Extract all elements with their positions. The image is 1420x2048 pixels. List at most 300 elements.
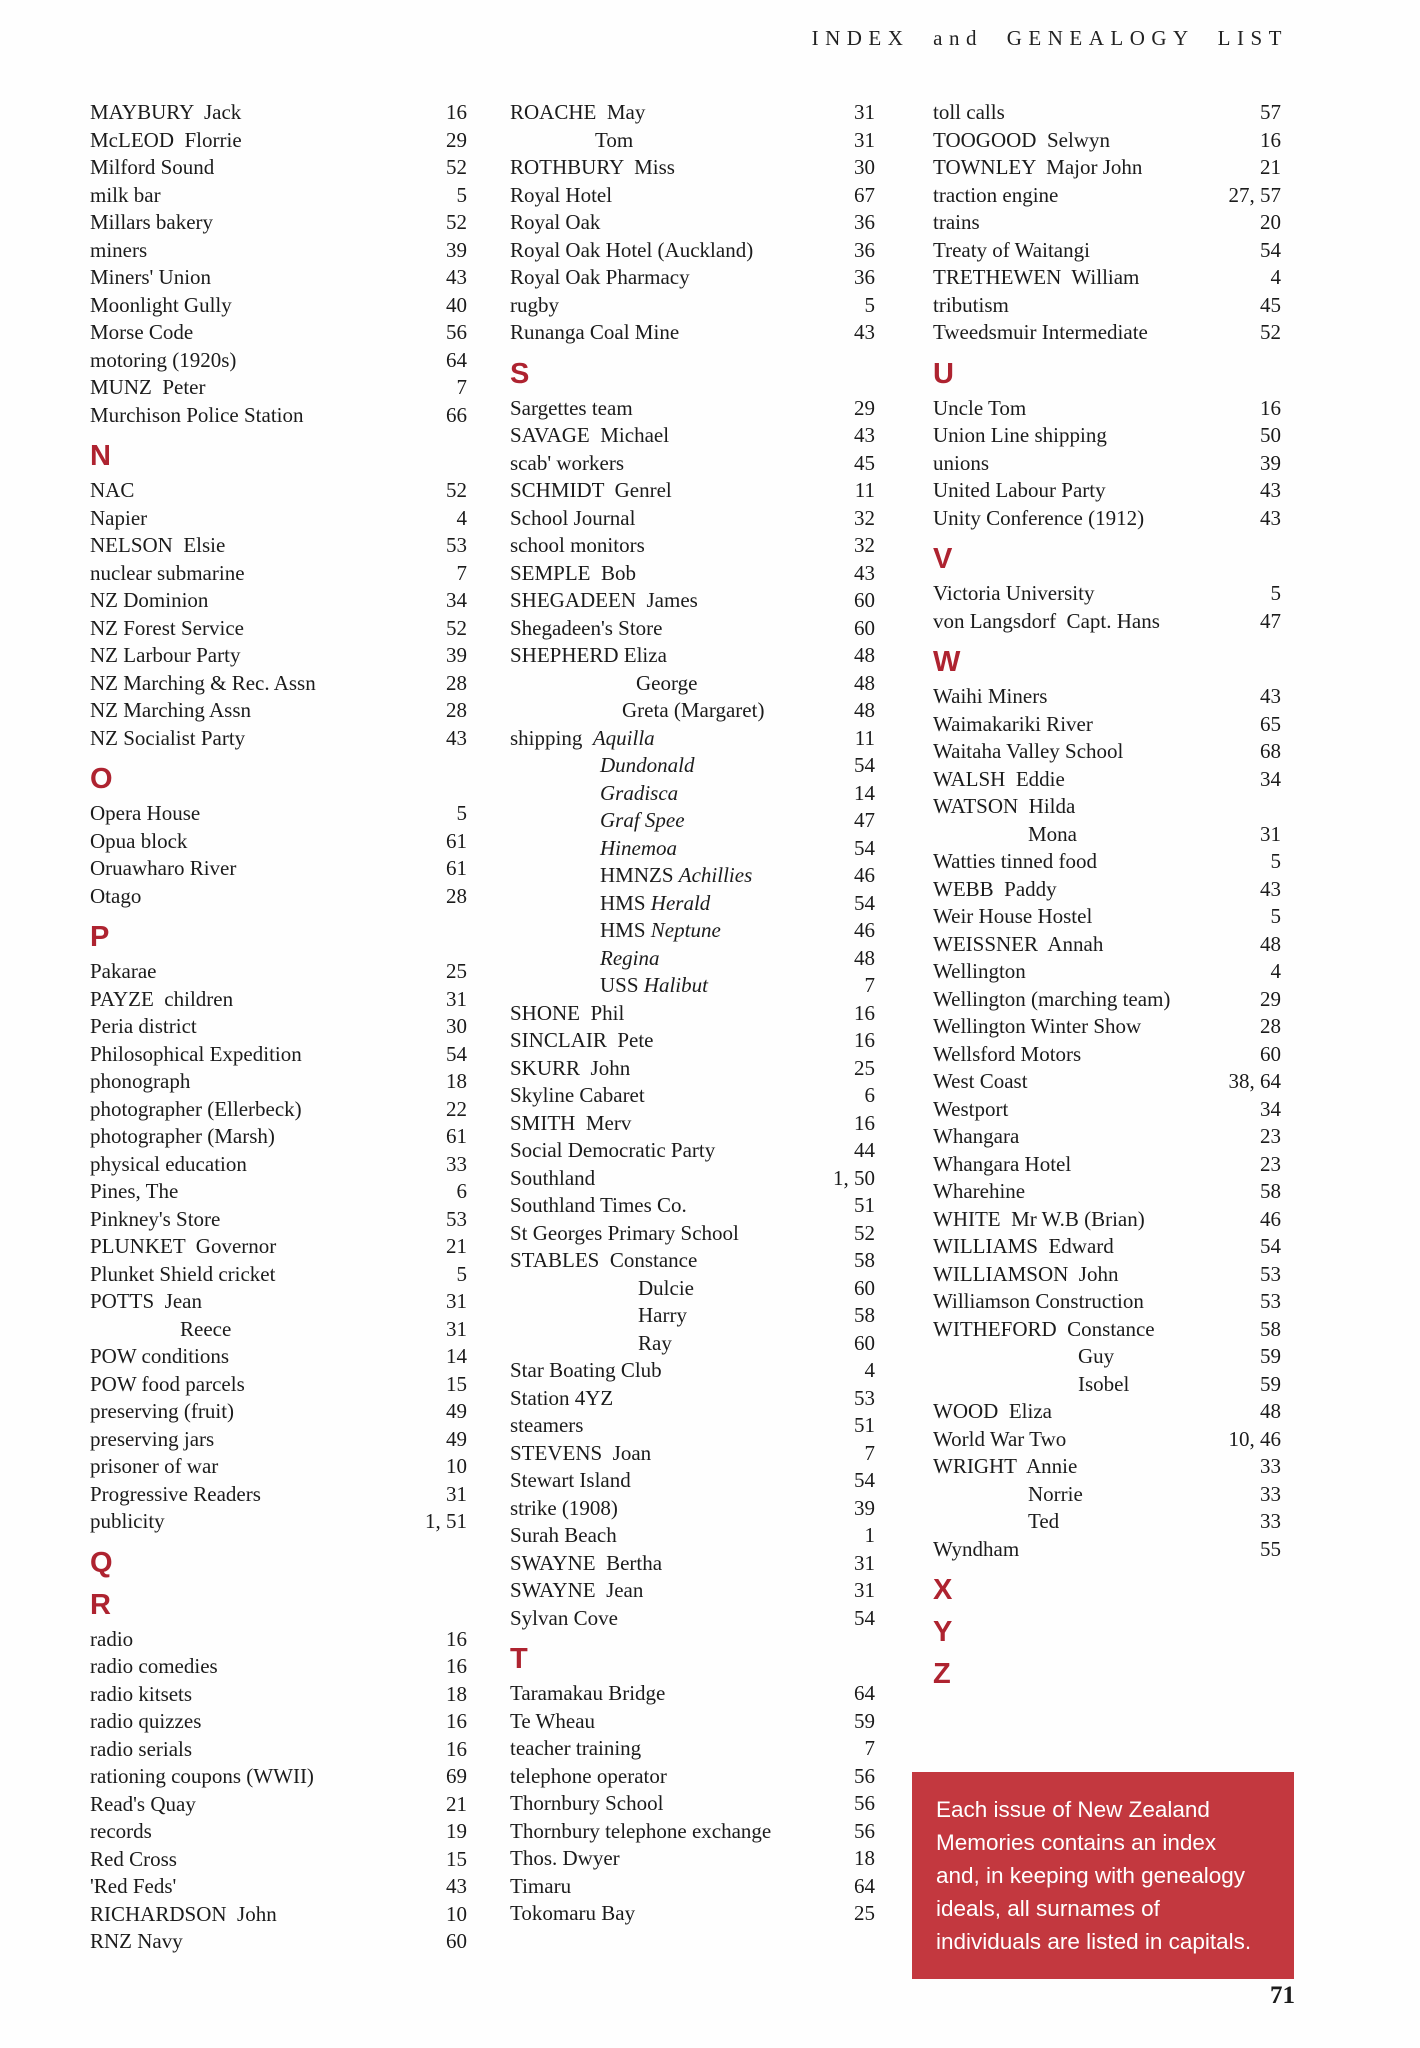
entry-label: Southland Times Co. bbox=[510, 1193, 687, 1217]
index-entry bbox=[90, 1041, 467, 1069]
entry-label: Te Wheau bbox=[510, 1708, 596, 1733]
index-entry bbox=[510, 505, 875, 533]
section-letter: R bbox=[90, 1588, 112, 1621]
entry-pages: 16 bbox=[854, 1028, 875, 1052]
entry-label: Surah Beach bbox=[510, 1523, 617, 1547]
entry-pages: 31 bbox=[446, 1289, 467, 1313]
entry-pages: 16 bbox=[446, 1736, 467, 1761]
entry-pages: 48 bbox=[854, 945, 875, 970]
entry-pages: 1, 50 bbox=[833, 1165, 875, 1190]
entry-pages: 31 bbox=[446, 1481, 467, 1506]
entry-label: NZ Larbour Party bbox=[90, 643, 241, 667]
entry-pages: 49 bbox=[446, 1399, 467, 1423]
entry-label: school monitors bbox=[510, 533, 645, 557]
entry-pages: 60 bbox=[854, 1275, 875, 1300]
entry-pages: 46 bbox=[854, 918, 875, 942]
entry-pages: 56 bbox=[446, 320, 467, 344]
entry-label: ROACHE May bbox=[510, 100, 646, 124]
entry-label: Thornbury telephone exchange bbox=[510, 1818, 772, 1843]
entry-pages: 16 bbox=[854, 1110, 875, 1135]
entry-label: TRETHEWEN William bbox=[933, 265, 1140, 289]
entry-label: Philosophical Expedition bbox=[90, 1041, 302, 1066]
entry-pages: 60 bbox=[446, 1929, 467, 1953]
index-entry bbox=[90, 725, 467, 753]
entry-label: Wharehine bbox=[933, 1179, 1026, 1203]
entry-label: SHEPHERD Eliza bbox=[510, 643, 667, 667]
entry-pages: 61 bbox=[446, 1124, 467, 1148]
section-letter: Q bbox=[90, 1546, 114, 1579]
entry-pages: 54 bbox=[854, 890, 875, 915]
index-entry bbox=[90, 1763, 467, 1791]
index-entry bbox=[510, 422, 875, 450]
entry-label: WHITE Mr W.B (Brian) bbox=[933, 1206, 1145, 1231]
index-entry bbox=[90, 1653, 467, 1681]
entry-label: strike (1908) bbox=[510, 1495, 618, 1520]
index-entry bbox=[90, 374, 467, 402]
index-entry bbox=[933, 1068, 1281, 1096]
entry-label: Thos. Dwyer bbox=[510, 1846, 620, 1870]
index-entry bbox=[510, 99, 875, 127]
index-entry bbox=[933, 154, 1281, 182]
entry-pages: 52 bbox=[1260, 320, 1281, 344]
index-entry bbox=[510, 945, 875, 973]
section-letter: S bbox=[510, 357, 531, 390]
entry-pages: 28 bbox=[446, 698, 467, 722]
index-entry bbox=[90, 1316, 467, 1344]
entry-pages: 7 bbox=[456, 560, 467, 585]
entry-label: prisoner of war bbox=[90, 1454, 219, 1478]
index-entry bbox=[90, 209, 467, 237]
entry-label: radio serials bbox=[90, 1736, 193, 1761]
index-entry bbox=[510, 890, 875, 918]
entry-label: trains bbox=[933, 210, 980, 234]
entry-label: scab' workers bbox=[510, 450, 624, 475]
entry-pages: 33 bbox=[446, 1151, 467, 1176]
index-entry bbox=[510, 292, 875, 320]
entry-label: NAC bbox=[90, 478, 135, 502]
entry-label: POW food parcels bbox=[90, 1371, 245, 1396]
entry-label: STABLES Constance bbox=[510, 1248, 698, 1272]
index-entry bbox=[933, 1316, 1281, 1344]
index-entry bbox=[90, 127, 467, 155]
index-entry bbox=[510, 1055, 875, 1083]
entry-label: Morse Code bbox=[90, 320, 194, 344]
entry-label: NZ Dominion bbox=[90, 588, 209, 612]
entry-pages: 36 bbox=[854, 237, 875, 262]
entry-pages: 56 bbox=[854, 1818, 875, 1843]
entry-label: Guy bbox=[1078, 1344, 1115, 1368]
index-entry bbox=[90, 1343, 467, 1371]
entry-label: SHONE Phil bbox=[510, 1000, 625, 1025]
entry-pages: 21 bbox=[446, 1234, 467, 1258]
index-entry bbox=[90, 1873, 467, 1901]
index-entry bbox=[933, 766, 1281, 794]
index-entry bbox=[510, 862, 875, 890]
index-entry bbox=[90, 1846, 467, 1874]
index-entry bbox=[90, 958, 467, 986]
index-entry bbox=[933, 1343, 1281, 1371]
index-entry bbox=[933, 1041, 1281, 1069]
index-entry bbox=[510, 1220, 875, 1248]
entry-pages: 46 bbox=[854, 863, 875, 887]
index-entry bbox=[510, 1763, 875, 1791]
entry-pages: 14 bbox=[446, 1344, 467, 1368]
entry-pages: 31 bbox=[854, 1550, 875, 1575]
entry-pages: 69 bbox=[446, 1764, 467, 1788]
index-entry bbox=[90, 1928, 467, 1956]
entry-label: rationing coupons (WWII) bbox=[90, 1764, 314, 1788]
entry-label: motoring (1920s) bbox=[90, 347, 237, 372]
index-entry bbox=[933, 209, 1281, 237]
index-entry bbox=[90, 560, 467, 588]
index-entry bbox=[90, 319, 467, 347]
entry-label: radio quizzes bbox=[90, 1709, 202, 1733]
section-letter: N bbox=[90, 440, 112, 472]
entry-pages: 32 bbox=[854, 505, 875, 530]
index-entry bbox=[933, 99, 1281, 127]
entry-label: Tom bbox=[595, 127, 634, 152]
entry-pages: 59 bbox=[1260, 1371, 1281, 1396]
entry-label: Wyndham bbox=[933, 1536, 1020, 1561]
index-entry bbox=[510, 1845, 875, 1873]
entry-pages: 54 bbox=[446, 1041, 467, 1066]
index-entry bbox=[510, 752, 875, 780]
section-letter: T bbox=[510, 1643, 529, 1675]
entry-label: Wellington (marching team) bbox=[933, 986, 1171, 1011]
index-entry bbox=[510, 1330, 875, 1358]
entry-label: Waitaha Valley School bbox=[933, 739, 1124, 763]
entry-label: Victoria University bbox=[933, 581, 1095, 605]
index-entry bbox=[933, 1481, 1281, 1509]
entry-label: preserving (fruit) bbox=[90, 1399, 235, 1423]
entry-label: records bbox=[90, 1819, 152, 1843]
entry-label: radio comedies bbox=[90, 1654, 218, 1678]
entry-label: WOOD Eliza bbox=[933, 1399, 1052, 1423]
entry-pages: 54 bbox=[1260, 1234, 1281, 1258]
entry-pages: 64 bbox=[854, 1681, 875, 1705]
entry-label: Treaty of Waitangi bbox=[933, 237, 1090, 262]
entry-label: Greta (Margaret) bbox=[622, 698, 765, 722]
section-letter: O bbox=[90, 763, 114, 795]
entry-label: WEISSNER Annah bbox=[933, 931, 1104, 956]
entry-pages: 19 bbox=[446, 1819, 467, 1843]
entry-pages: 6 bbox=[456, 1179, 467, 1203]
entry-label: Opera House bbox=[90, 801, 201, 825]
entry-pages: 43 bbox=[1260, 876, 1281, 901]
entry-label: Royal Oak Pharmacy bbox=[510, 265, 690, 289]
index-entry bbox=[933, 738, 1281, 766]
entry-pages: 5 bbox=[456, 801, 467, 825]
index-entry bbox=[90, 1708, 467, 1736]
entry-pages: 36 bbox=[854, 265, 875, 289]
index-entry bbox=[510, 972, 875, 1000]
entry-label: Dundonald bbox=[600, 753, 695, 777]
entry-pages: 54 bbox=[854, 1605, 875, 1630]
entry-label: WRIGHT Annie bbox=[933, 1454, 1078, 1478]
entry-pages: 43 bbox=[446, 725, 467, 750]
entry-pages: 28 bbox=[1260, 1014, 1281, 1038]
index-entry bbox=[933, 505, 1281, 533]
entry-label: Miners' Union bbox=[90, 265, 212, 289]
entry-pages: 7 bbox=[864, 973, 875, 997]
entry-label: Murchison Police Station bbox=[90, 402, 304, 427]
entry-label: HMS Herald bbox=[600, 890, 711, 915]
entry-pages: 5 bbox=[1270, 849, 1281, 873]
entry-pages: 39 bbox=[446, 643, 467, 667]
entry-label: Union Line shipping bbox=[933, 423, 1107, 447]
entry-pages: 58 bbox=[1260, 1316, 1281, 1341]
entry-label: MAYBURY Jack bbox=[90, 100, 242, 124]
entry-label: Star Boating Club bbox=[510, 1358, 662, 1382]
entry-label: Stewart Island bbox=[510, 1468, 631, 1492]
index-entry bbox=[510, 1495, 875, 1523]
note-line: individuals are listed in capitals. bbox=[936, 1929, 1252, 1954]
index-entry bbox=[510, 237, 875, 265]
entry-pages: 59 bbox=[1260, 1344, 1281, 1368]
entry-label: Taramakau Bridge bbox=[510, 1681, 666, 1705]
entry-label: SAVAGE Michael bbox=[510, 423, 670, 447]
note-box bbox=[912, 1772, 1294, 1979]
entry-label: POW conditions bbox=[90, 1344, 230, 1368]
index-entry bbox=[933, 1371, 1281, 1399]
entry-pages: 31 bbox=[446, 1316, 467, 1341]
entry-label: traction engine bbox=[933, 182, 1059, 207]
entry-label: RNZ Navy bbox=[90, 1929, 183, 1953]
index-entry bbox=[90, 1626, 467, 1654]
index-entry bbox=[510, 1000, 875, 1028]
index-entry bbox=[933, 821, 1281, 849]
index-entry bbox=[510, 1467, 875, 1495]
entry-pages: 1 bbox=[864, 1523, 875, 1547]
entry-label: Timaru bbox=[510, 1873, 572, 1898]
index-entry bbox=[510, 1275, 875, 1303]
entry-pages: 45 bbox=[1260, 292, 1281, 317]
entry-pages: 4 bbox=[1270, 265, 1281, 289]
entry-pages: 31 bbox=[854, 127, 875, 152]
entry-label: Williamson Construction bbox=[933, 1289, 1144, 1313]
entry-pages: 54 bbox=[854, 1468, 875, 1492]
index-entry bbox=[510, 1192, 875, 1220]
entry-label: Hinemoa bbox=[600, 835, 677, 860]
entry-pages: 56 bbox=[854, 1763, 875, 1788]
entry-label: Waimakariki River bbox=[933, 711, 1093, 736]
index-entry bbox=[510, 1082, 875, 1110]
entry-pages: 66 bbox=[446, 402, 467, 427]
entry-label: Ray bbox=[638, 1330, 672, 1355]
entry-pages: 48 bbox=[1260, 931, 1281, 956]
note-line: Each issue of New Zealand bbox=[936, 1797, 1210, 1822]
index-entry bbox=[933, 848, 1281, 876]
entry-label: SWAYNE Jean bbox=[510, 1578, 644, 1602]
index-entry bbox=[933, 1288, 1281, 1316]
index-entry bbox=[510, 1357, 875, 1385]
entry-pages: 21 bbox=[446, 1791, 467, 1816]
entry-pages: 52 bbox=[446, 210, 467, 234]
entry-label: Norrie bbox=[1028, 1481, 1083, 1506]
section-letter: V bbox=[933, 543, 954, 575]
index-entry bbox=[933, 477, 1281, 505]
index-entry bbox=[90, 615, 467, 643]
entry-label: photographer (Marsh) bbox=[90, 1124, 275, 1148]
entry-pages: 47 bbox=[854, 808, 875, 832]
entry-pages: 53 bbox=[446, 533, 467, 557]
entry-pages: 43 bbox=[854, 423, 875, 447]
index-entry bbox=[90, 1426, 467, 1454]
index-entry bbox=[933, 1453, 1281, 1481]
entry-pages: 25 bbox=[446, 959, 467, 983]
note-line: and, in keeping with genealogy bbox=[936, 1863, 1245, 1888]
index-entry bbox=[90, 292, 467, 320]
entry-label: miners bbox=[90, 237, 148, 262]
entry-pages: 25 bbox=[854, 1055, 875, 1080]
entry-pages: 5 bbox=[1270, 581, 1281, 605]
index-entry bbox=[90, 347, 467, 375]
entry-pages: 5 bbox=[864, 292, 875, 317]
index-entry bbox=[933, 711, 1281, 739]
entry-pages: 64 bbox=[854, 1873, 875, 1898]
index-entry bbox=[933, 1178, 1281, 1206]
index-entry bbox=[510, 154, 875, 182]
entry-pages: 49 bbox=[446, 1426, 467, 1451]
index-entry bbox=[933, 986, 1281, 1014]
entry-label: Social Democratic Party bbox=[510, 1138, 716, 1162]
entry-pages: 30 bbox=[446, 1014, 467, 1038]
page-header: INDEX and GENEALOGY LIST bbox=[811, 26, 1288, 50]
entry-pages: 15 bbox=[446, 1371, 467, 1396]
index-entry bbox=[510, 182, 875, 210]
index-entry bbox=[933, 683, 1281, 711]
entry-label: Napier bbox=[90, 505, 148, 530]
entry-pages: 51 bbox=[854, 1193, 875, 1217]
index-entry bbox=[933, 1426, 1281, 1454]
index-entry bbox=[933, 903, 1281, 931]
entry-label: Progressive Readers bbox=[90, 1481, 261, 1506]
entry-label: NZ Socialist Party bbox=[90, 725, 246, 750]
entry-pages: 53 bbox=[446, 1206, 467, 1231]
entry-pages: 28 bbox=[446, 883, 467, 908]
entry-pages: 48 bbox=[854, 670, 875, 695]
entry-pages: 54 bbox=[1260, 237, 1281, 262]
index-entry bbox=[90, 1736, 467, 1764]
index-entry bbox=[510, 1522, 875, 1550]
entry-pages: 16 bbox=[1260, 395, 1281, 420]
entry-label: TOOGOOD Selwyn bbox=[933, 127, 1110, 152]
index-entry bbox=[90, 1818, 467, 1846]
index-entry bbox=[90, 1398, 467, 1426]
entry-pages: 60 bbox=[854, 1330, 875, 1355]
entry-label: Oruawharo River bbox=[90, 856, 237, 880]
entry-pages: 14 bbox=[854, 780, 875, 805]
entry-pages: 33 bbox=[1260, 1454, 1281, 1478]
index-entry bbox=[90, 1371, 467, 1399]
entry-pages: 38, 64 bbox=[1228, 1069, 1281, 1093]
entry-label: Tweedsmuir Intermediate bbox=[933, 320, 1148, 344]
index-entry bbox=[90, 1481, 467, 1509]
entry-pages: 40 bbox=[446, 292, 467, 317]
entry-label: publicity bbox=[90, 1509, 165, 1533]
entry-pages: 55 bbox=[1260, 1536, 1281, 1561]
entry-pages: 53 bbox=[1260, 1289, 1281, 1313]
section-letter: X bbox=[933, 1574, 954, 1606]
index-entry bbox=[933, 1536, 1281, 1564]
entry-label: Weir House Hostel bbox=[933, 904, 1093, 928]
entry-label: WEBB Paddy bbox=[933, 876, 1057, 901]
index-entry bbox=[933, 319, 1281, 347]
entry-pages: 58 bbox=[854, 1248, 875, 1272]
index-entry bbox=[510, 319, 875, 347]
entry-label: toll calls bbox=[933, 100, 1005, 124]
index-entry bbox=[510, 917, 875, 945]
index-entry bbox=[933, 1096, 1281, 1124]
entry-pages: 29 bbox=[854, 395, 875, 420]
entry-pages: 53 bbox=[854, 1385, 875, 1410]
index-entry bbox=[90, 477, 467, 505]
entry-pages: 16 bbox=[446, 1654, 467, 1678]
entry-pages: 6 bbox=[864, 1083, 875, 1107]
entry-pages: 31 bbox=[1260, 821, 1281, 846]
entry-label: Otago bbox=[90, 883, 142, 908]
index-entry bbox=[90, 264, 467, 292]
entry-pages: 58 bbox=[1260, 1179, 1281, 1203]
entry-label: Royal Oak bbox=[510, 210, 601, 234]
index-entry bbox=[933, 608, 1281, 636]
entry-pages: 27, 57 bbox=[1228, 182, 1281, 207]
entry-pages: 58 bbox=[854, 1303, 875, 1327]
entry-pages: 60 bbox=[854, 615, 875, 640]
entry-pages: 34 bbox=[446, 588, 467, 612]
entry-pages: 7 bbox=[456, 375, 467, 399]
index-entry bbox=[933, 580, 1281, 608]
entry-label: Waihi Miners bbox=[933, 684, 1048, 708]
entry-label: Westport bbox=[933, 1096, 1009, 1121]
entry-label: PLUNKET Governor bbox=[90, 1234, 277, 1258]
entry-pages: 33 bbox=[1260, 1509, 1281, 1533]
entry-pages: 4 bbox=[864, 1358, 875, 1382]
entry-label: Red Cross bbox=[90, 1846, 177, 1871]
index-entry bbox=[90, 1123, 467, 1151]
entry-pages: 11 bbox=[854, 478, 875, 502]
index-entry bbox=[510, 1735, 875, 1763]
entry-pages: 31 bbox=[446, 986, 467, 1011]
index-entry bbox=[933, 237, 1281, 265]
index-entry bbox=[510, 1110, 875, 1138]
index-entry bbox=[90, 1206, 467, 1234]
entry-label: Tokomaru Bay bbox=[510, 1901, 636, 1925]
entry-pages: 57 bbox=[1260, 100, 1281, 124]
index-entry bbox=[510, 1137, 875, 1165]
entry-label: Opua block bbox=[90, 828, 188, 853]
entry-label: Isobel bbox=[1078, 1371, 1130, 1396]
entry-pages: 22 bbox=[446, 1096, 467, 1121]
index-entry bbox=[510, 1818, 875, 1846]
note-line: Memories contains an index bbox=[936, 1830, 1217, 1855]
entry-pages: 43 bbox=[446, 1874, 467, 1898]
entry-pages: 51 bbox=[854, 1413, 875, 1437]
index-entry bbox=[90, 642, 467, 670]
section-letter: Y bbox=[933, 1616, 954, 1648]
index-entry bbox=[90, 800, 467, 828]
entry-pages: 43 bbox=[1260, 478, 1281, 502]
index-entry bbox=[510, 1577, 875, 1605]
entry-label: nuclear submarine bbox=[90, 560, 245, 585]
index-entry bbox=[933, 292, 1281, 320]
index-entry bbox=[933, 931, 1281, 959]
index-entry bbox=[90, 99, 467, 127]
index-entry bbox=[933, 958, 1281, 986]
entry-pages: 53 bbox=[1260, 1261, 1281, 1286]
entry-label: SWAYNE Bertha bbox=[510, 1550, 663, 1575]
entry-label: Station 4YZ bbox=[510, 1385, 614, 1410]
